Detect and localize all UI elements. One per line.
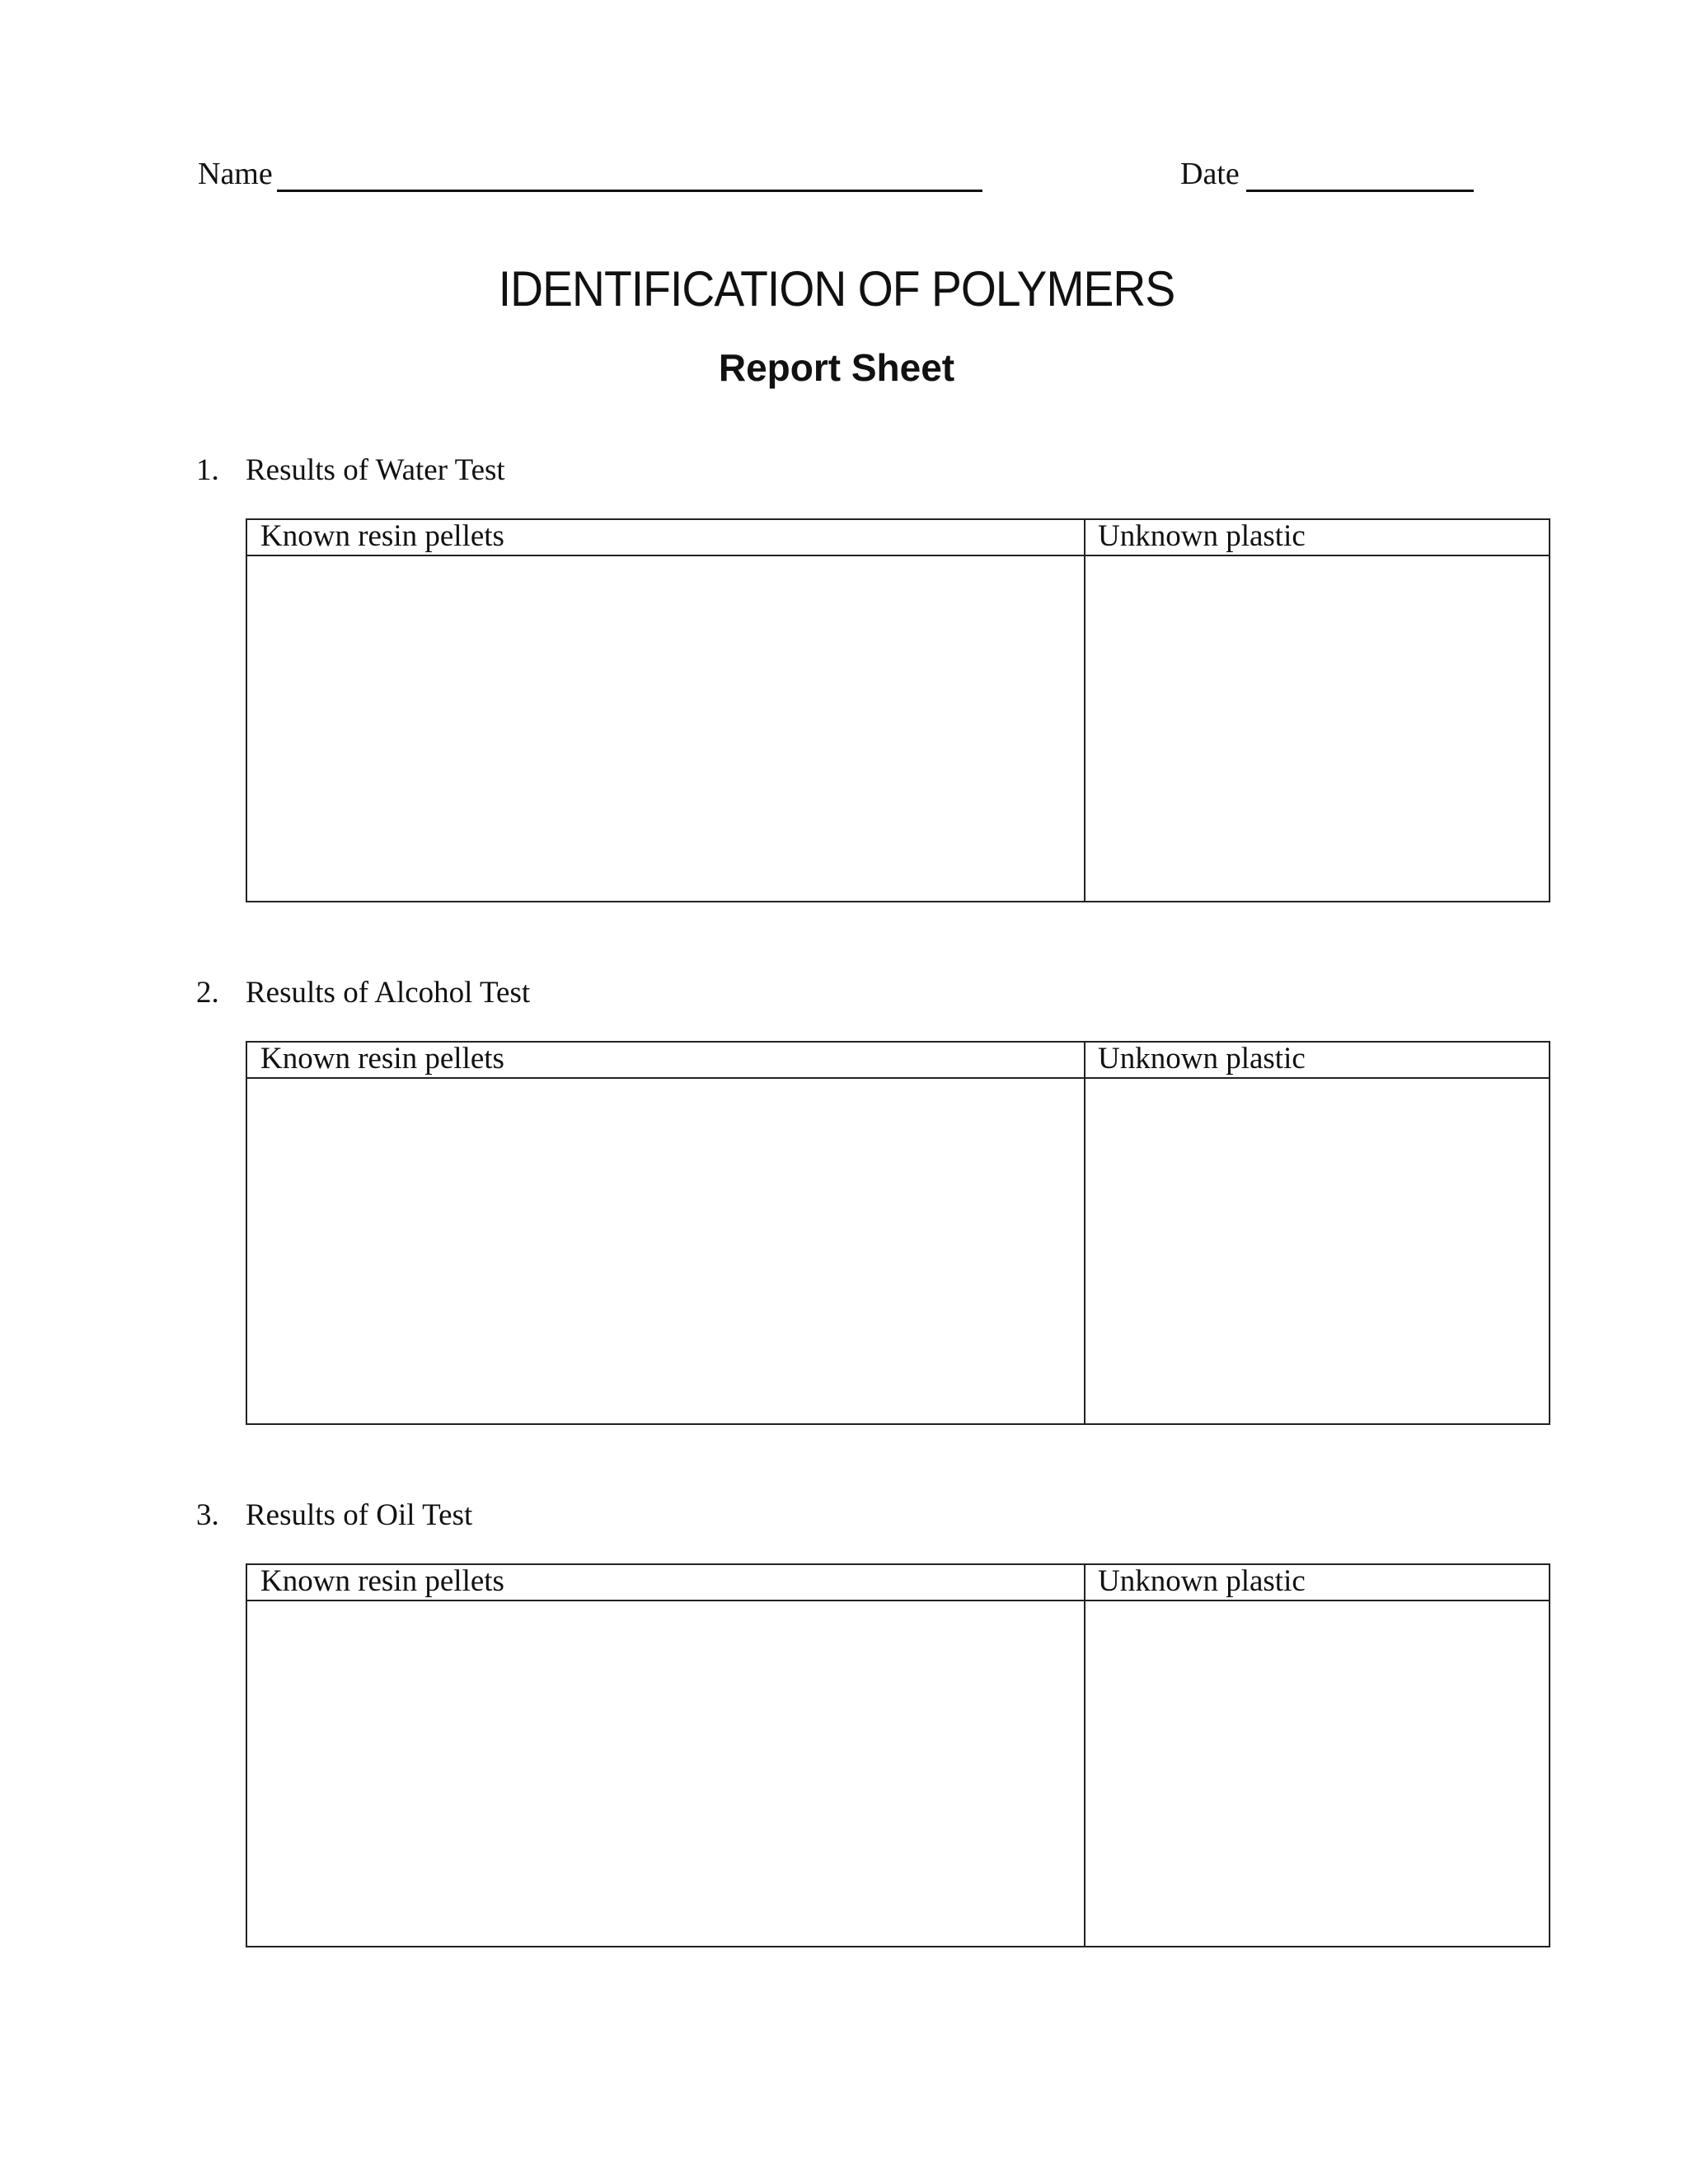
name-field[interactable] — [277, 190, 982, 192]
results-table — [246, 1041, 1550, 1425]
unknown-plastic-cell[interactable] — [1085, 1079, 1549, 1423]
section-heading: Results of Oil Test — [246, 1498, 473, 1532]
section-heading: Results of Alcohol Test — [246, 976, 531, 1010]
column-header-unknown: Unknown plastic — [1098, 519, 1306, 553]
name-date-header — [0, 153, 1688, 194]
unknown-plastic-cell[interactable] — [1085, 556, 1549, 901]
section-number: 3. — [196, 1498, 219, 1532]
date-field[interactable] — [1246, 190, 1474, 192]
section-heading: Results of Water Test — [246, 453, 505, 487]
column-header-known: Known resin pellets — [260, 1564, 504, 1598]
document-subtitle: Report Sheet — [718, 346, 955, 389]
document-title: IDENTIFICATION OF POLYMERS — [498, 261, 1175, 316]
name-label: Name — [198, 157, 273, 191]
column-header-unknown: Unknown plastic — [1098, 1564, 1306, 1598]
known-resin-cell[interactable] — [247, 1601, 1084, 1946]
results-table — [246, 518, 1550, 902]
known-resin-cell[interactable] — [247, 556, 1084, 901]
section-number: 2. — [196, 976, 219, 1010]
known-resin-cell[interactable] — [247, 1079, 1084, 1423]
unknown-plastic-cell[interactable] — [1085, 1601, 1549, 1946]
column-header-known: Known resin pellets — [260, 519, 504, 553]
column-header-unknown: Unknown plastic — [1098, 1042, 1306, 1076]
date-label: Date — [1180, 157, 1240, 191]
section-number: 1. — [196, 453, 219, 487]
results-table — [246, 1563, 1550, 1947]
column-header-known: Known resin pellets — [260, 1042, 504, 1076]
